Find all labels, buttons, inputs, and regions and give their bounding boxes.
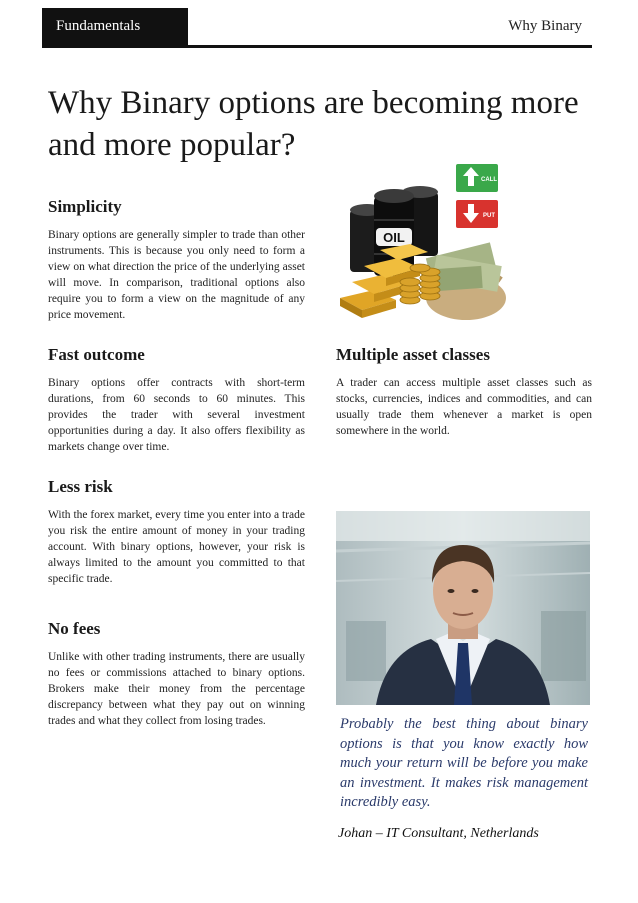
section-heading: No fees — [48, 619, 101, 638]
section-simplicity — [48, 197, 305, 323]
section-body: A trader can access multiple asset classes such as stocks, currencies, indices and commodities, and can usually trade them whenever a market is open somewhere in the world. — [336, 377, 592, 437]
section-heading: Less risk — [48, 477, 113, 496]
testimonial-quote: Probably the best thing about binary options is that you know exactly how much your return will be before you make an investment. It makes risk management incredibly easy. — [340, 716, 588, 810]
page-title: Why Binary options are becoming more and more popular? — [48, 85, 579, 163]
businessman-photo — [336, 511, 590, 705]
page-header — [42, 8, 592, 48]
section-fast-outcome — [48, 345, 305, 455]
section-heading: Multiple asset classes — [336, 345, 490, 364]
section-no-fees — [48, 619, 305, 729]
section-multiple-asset-classes — [336, 345, 592, 439]
section-heading: Fast outcome — [48, 345, 145, 364]
call-label: CALL — [481, 177, 497, 183]
section-body: Unlike with other trading instruments, there are usually no fees or commissions attached to binary options. Brokers make their money from the percentage discrepancy between what they pay out on winning trades and what they collect from losing trades. — [48, 651, 305, 727]
put-label: PUT — [483, 213, 495, 219]
call-arrow-up-icon — [456, 164, 498, 192]
section-body: Binary options are generally simpler to trade than other instruments. This is because you only need to form a view on what direction the price of the underlying asset will move. In comparison, traditional options also require you to form a view on the magnitude of any price movement. — [48, 229, 305, 321]
testimonial-attribution: Johan – IT Consultant, Netherlands — [338, 826, 539, 841]
barrel-label: OIL — [383, 230, 405, 245]
section-body: Binary options offer contracts with short-term durations, from 60 seconds to 60 minutes. This provides the trader with several investment opportunities during a day. It also offers flexibility as markets change over time. — [48, 377, 305, 453]
section-body: With the forex market, every time you enter into a trade you risk the entire amount of money in your trading account. With binary options, however, your risk is always limited to the amount you committed to that specific trade. — [48, 509, 305, 585]
section-less-risk — [48, 477, 305, 587]
oil-gold-money-illustration — [336, 150, 514, 330]
header-topic-label: Why Binary — [508, 18, 582, 34]
section-heading: Simplicity — [48, 197, 122, 216]
put-arrow-down-icon — [456, 200, 498, 228]
header-section-tab: Fundamentals — [42, 8, 188, 45]
